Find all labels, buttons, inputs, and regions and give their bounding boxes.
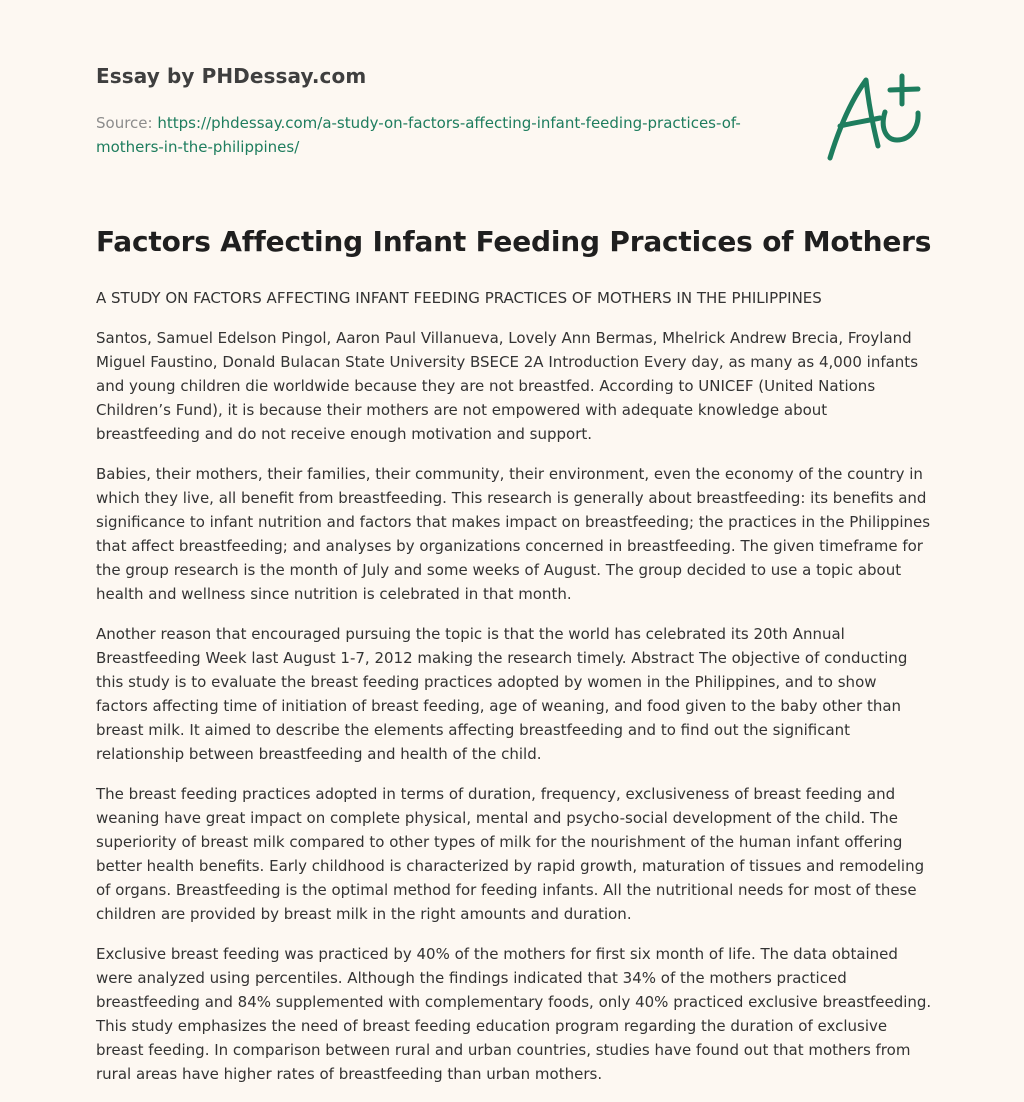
essay-paragraph: Exclusive breast feeding was practiced by 40% of the mothers for first six month of life. The data obtained were analyzed using percentiles. Although the findings indicated that 34% of the mothers practiced breastfeeding and 84% supplemented with complementary foods, only 40% practiced exclusive breastfeeding. This study emphasizes the need of breast feeding education program regarding the duration of exclusive breast feeding. In comparison between rural and urban countries, studies have found out that mothers from rural areas have higher rates of breastfeeding than urban mothers. [96, 945, 932, 1083]
essay-paragraph: Babies, their mothers, their families, their community, their environment, even the economy of the country in which they live, all benefit from breastfeeding. This research is generally about breastfeeding: its benefits and significance to infant nutrition and factors that makes impact on breastfeeding; the practices in the Philippines that affect breastfeeding; and analyses by organizations concerned in breastfeeding. The given timeframe for the group research is the month of July and some weeks of August. The group decided to use a topic about health and wellness since nutrition is celebrated in that month. [96, 465, 931, 603]
essay-title: Factors Affecting Infant Feeding Practices of Mothers [96, 225, 932, 258]
essay-paragraph: The breast feeding practices adopted in terms of duration, frequency, exclusiveness of breast feeding and weaning have great impact on complete physical, mental and psycho-social development of the child. The superiority of breast milk compared to other types of milk for the nourishment of the human infant offering better health benefits. Early childhood is characterized by rapid growth, maturation of tissues and remodeling of organs. Breastfeeding is the optimal method for feeding infants. All the nutritional needs for most of these children are provided by breast milk in the right amounts and duration. [96, 785, 925, 923]
source-line [96, 111, 776, 159]
essay-body [96, 286, 932, 1102]
site-brand: Essay by PHDessay.com [96, 64, 367, 88]
source-link[interactable]: https://phdessay.com/a-study-on-factors-affecting-infant-feeding-practices-of-mothers-in-the-philippines/ [96, 114, 741, 156]
a-plus-grade-icon [822, 68, 930, 164]
essay-paragraph-heading: A STUDY ON FACTORS AFFECTING INFANT FEEDING PRACTICES OF MOTHERS IN THE PHILIPPINES [96, 289, 822, 307]
source-label: Source: [96, 114, 153, 132]
essay-paragraph: Another reason that encouraged pursuing the topic is that the world has celebrated its 20th Annual Breastfeeding Week last August 1-7, 2012 making the research timely. Abstract The objective of conducting this study is to evaluate the breast feeding practices adopted by women in the Philippines, and to show factors affecting time of initiation of breast feeding, age of weaning, and food given to the baby other than breast milk. It aimed to describe the elements affecting breastfeeding and to find out the significant relationship between breastfeeding and health of the child. [96, 625, 908, 763]
essay-paragraph: Santos, Samuel Edelson Pingol, Aaron Paul Villanueva, Lovely Ann Bermas, Mhelrick Andrew Brecia, Froyland Miguel Faustino, Donald Bulacan State University BSECE 2A Introduction Every day, as many as 4,000 infants and young children die worldwide because they are not breastfed. According to UNICEF (United Nations Children’s Fund), it is because their mothers are not empowered with adequate knowledge about breastfeeding and do not receive enough motivation and support. [96, 329, 919, 443]
